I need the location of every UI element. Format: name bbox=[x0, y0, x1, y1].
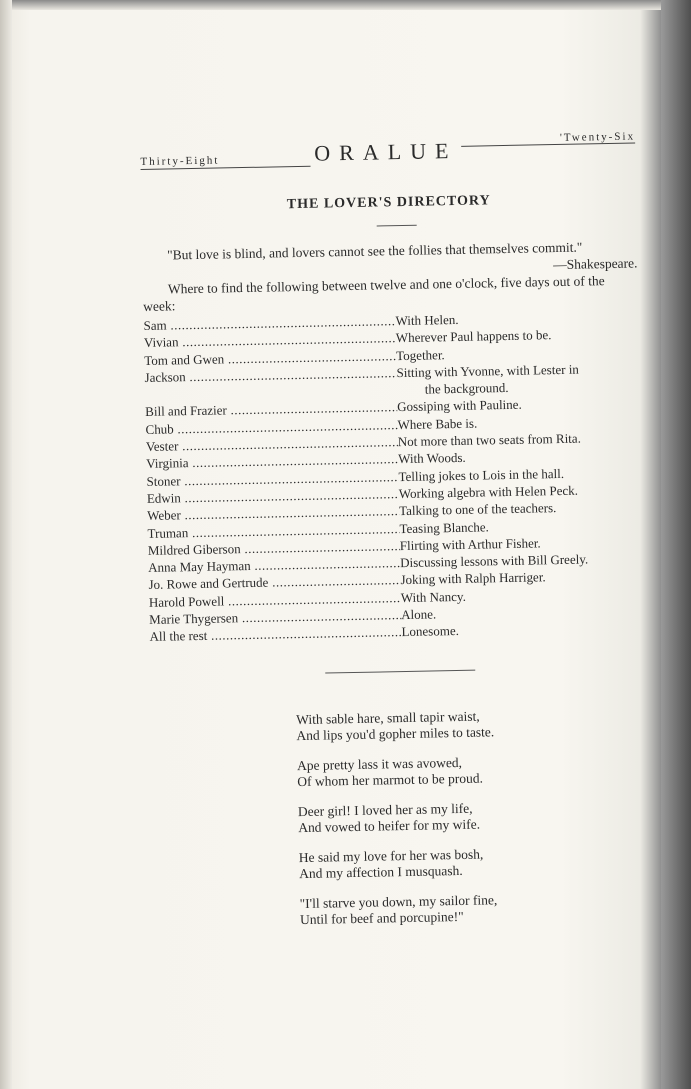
poem-line: He said my love for her was bosh, bbox=[298, 846, 484, 865]
page-edge-shadow bbox=[661, 0, 691, 1089]
poem-line: Of whom her marmot to be proud. bbox=[297, 770, 484, 789]
directory-location: Talking to one of the teachers. bbox=[399, 500, 557, 519]
directory-location: Wherever Paul happens to be. bbox=[395, 327, 552, 346]
class-year-label: 'Twenty-Six bbox=[461, 130, 635, 146]
article-title: THE LOVER'S DIRECTORY bbox=[286, 193, 491, 213]
epigraph bbox=[142, 237, 638, 314]
poem-line: Ape pretty lass it was avowed, bbox=[296, 754, 463, 773]
directory-location: Where Babe is. bbox=[397, 415, 478, 432]
directory-location: Working algebra with Helen Peck. bbox=[398, 482, 579, 502]
directory-name: Tom and Gwen ..... bbox=[144, 347, 396, 369]
page-content bbox=[140, 130, 665, 944]
directory-name: All the rest ..... bbox=[149, 623, 401, 645]
directory-location-continued: the background. bbox=[424, 380, 509, 397]
title-rule bbox=[377, 225, 417, 227]
poem-line: And lips you'd gopher miles to taste. bbox=[296, 723, 495, 743]
publication-title: ORALUE bbox=[314, 137, 458, 166]
directory-intro: Where to find the following between twelve and one o'clock, five days out of the week: bbox=[143, 273, 605, 314]
directory-location: With Helen. bbox=[395, 311, 459, 329]
directory-name: Edwin ..... bbox=[147, 485, 399, 507]
directory-name: Chub ..... bbox=[145, 416, 397, 438]
directory-location: Not more than two seats from Rita. bbox=[397, 430, 582, 450]
poem-line: With sable hare, small tapir waist, bbox=[296, 708, 480, 727]
directory-location: Lonesome. bbox=[401, 623, 460, 640]
poem-line: Deer girl! I loved her as my life, bbox=[297, 800, 473, 819]
directory-name: Virginia ..... bbox=[146, 450, 398, 472]
directory-name: Jackson ..... bbox=[144, 364, 396, 386]
directory-location: Flirting with Arthur Fisher. bbox=[399, 535, 541, 553]
epigraph-quote: "But love is blind, and lovers cannot see the follies that themselves commit." bbox=[167, 239, 583, 263]
poem-stanza bbox=[296, 705, 662, 744]
directory-location: Telling jokes to Lois in the hall. bbox=[398, 465, 565, 484]
directory-location: Discussing lessons with Bill Greely. bbox=[400, 551, 589, 571]
directory-name: Sam ..... bbox=[143, 312, 395, 334]
poem-stanza bbox=[299, 843, 665, 882]
poem bbox=[296, 705, 665, 928]
directory-location: Sitting with Yvonne, with Lester in bbox=[396, 361, 579, 381]
poem-line: And my affection I musquash. bbox=[298, 862, 463, 881]
section-divider bbox=[325, 669, 475, 673]
directory-name: Bill and Frazier ..... bbox=[145, 399, 397, 421]
directory-name: Harold Powell ..... bbox=[149, 589, 401, 611]
poem-line: And vowed to heifer for my wife. bbox=[298, 816, 481, 835]
directory-name: Stoner ..... bbox=[146, 468, 398, 490]
running-header bbox=[140, 130, 635, 169]
directory-name: Vivian ..... bbox=[144, 329, 396, 351]
directory-location: Gossiping with Pauline. bbox=[397, 397, 522, 415]
poem-line: Until for beef and porcupine!" bbox=[299, 908, 464, 927]
directory-name: Marie Thygersen ..... bbox=[149, 606, 401, 628]
directory-location: Joking with Ralph Harriger. bbox=[400, 569, 546, 588]
page-number-label: Thirty-Eight bbox=[140, 153, 310, 170]
poem-stanza bbox=[300, 889, 666, 928]
page-binding bbox=[0, 0, 12, 1089]
page-top-shadow bbox=[0, 0, 691, 10]
directory-name: Vester ..... bbox=[146, 433, 398, 455]
directory-name: Jo. Rowe and Gertrude ..... bbox=[148, 572, 400, 594]
directory-name: Anna May Hayman ..... bbox=[148, 554, 400, 576]
directory-location: With Nancy. bbox=[400, 588, 467, 605]
directory-location: Alone. bbox=[401, 606, 437, 623]
directory-location: Together. bbox=[396, 346, 445, 363]
directory-list bbox=[143, 307, 649, 645]
poem-stanza bbox=[298, 797, 664, 836]
directory-name: Truman ..... bbox=[147, 520, 399, 542]
poem-line: "I'll starve you down, my sailor fine, bbox=[299, 891, 498, 911]
epigraph-attribution: —Shakespeare. bbox=[552, 255, 638, 273]
poem-stanza bbox=[297, 751, 663, 790]
directory-location: Teasing Blanche. bbox=[399, 518, 489, 536]
directory-location: With Woods. bbox=[398, 450, 466, 467]
directory-name: Weber ..... bbox=[147, 502, 399, 524]
directory-name: Mildred Giberson ..... bbox=[148, 537, 400, 559]
